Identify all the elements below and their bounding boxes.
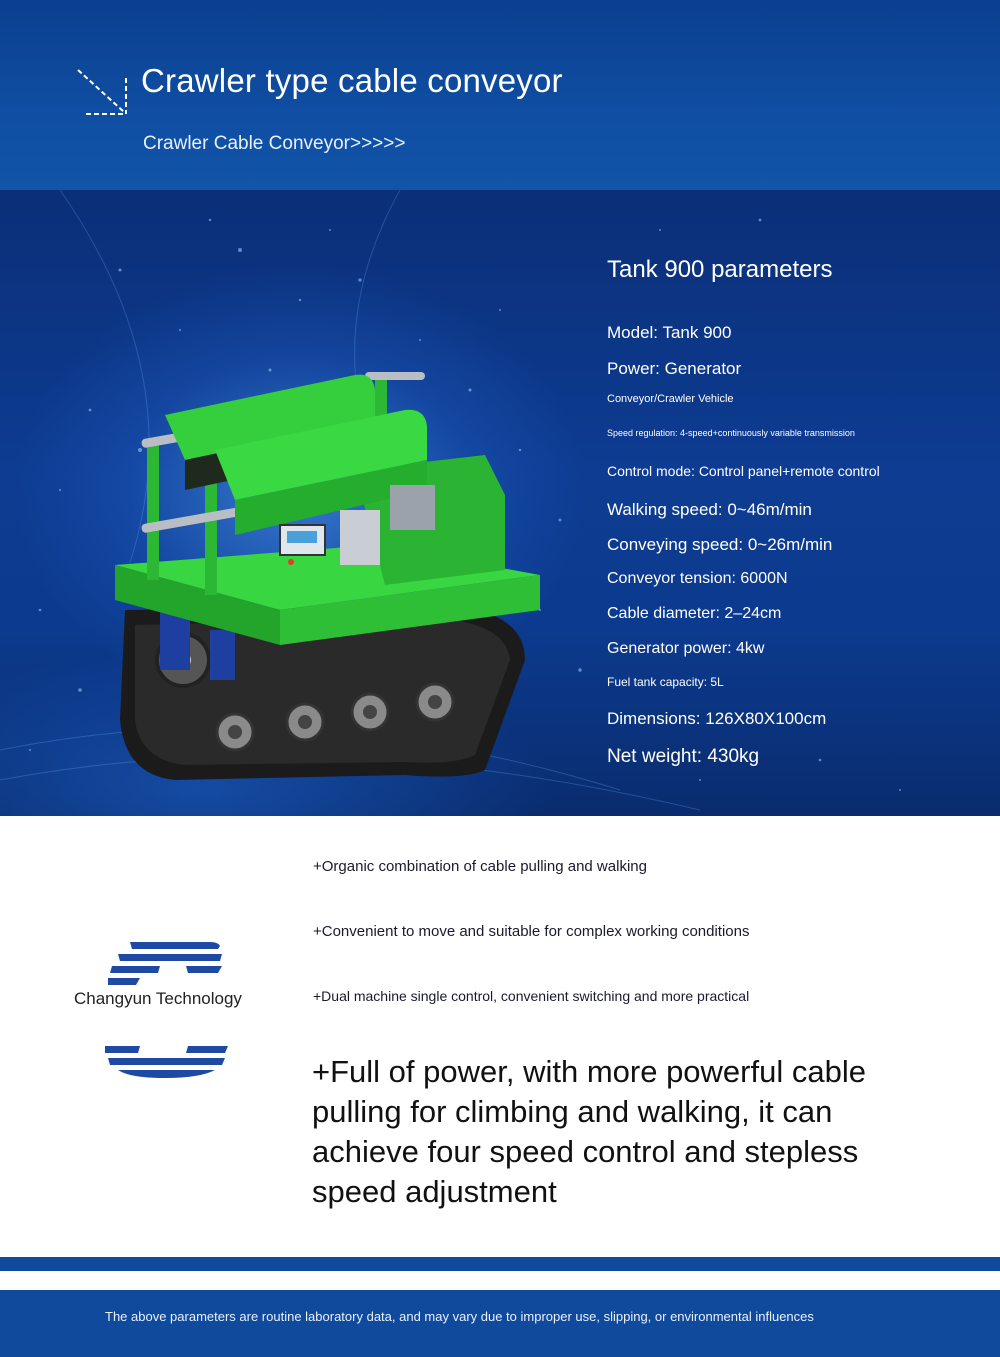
- params-title: Tank 900 parameters: [607, 256, 833, 283]
- param-speed-regulation: Speed regulation: 4-speed+continuously variable transmission: [607, 428, 855, 438]
- param-net-weight: Net weight: 430kg: [607, 746, 760, 767]
- feature-item: +Dual machine single control, convenient switching and more practical: [313, 988, 750, 1004]
- highlight-text: +Full of power, with more powerful cable pulling for climbing and walking, it can achieve four speed control and stepless speed adjustment: [312, 1054, 866, 1209]
- page-header: [0, 0, 1000, 191]
- footer: [0, 1290, 1000, 1357]
- features-section: [0, 816, 1000, 1256]
- page-title: Crawler type cable conveyor: [141, 62, 563, 99]
- footer-stripe: [0, 1257, 1000, 1271]
- param-fuel-tank: Fuel tank capacity: 5L: [607, 675, 724, 689]
- param-control-mode: Control mode: Control panel+remote control: [607, 463, 880, 479]
- param-dimensions: Dimensions: 126X80X100cm: [607, 709, 827, 728]
- diagonal-arrow-icon: [76, 68, 130, 118]
- params-list: [607, 190, 987, 790]
- param-generator-power: Generator power: 4kw: [607, 640, 765, 657]
- feature-item: +Organic combination of cable pulling and walking: [313, 858, 647, 875]
- param-power: Power: Generator: [607, 359, 742, 378]
- param-conveyor-tension: Conveyor tension: 6000N: [607, 570, 788, 587]
- param-type: Conveyor/Crawler Vehicle: [607, 393, 734, 405]
- param-walking-speed: Walking speed: 0~46m/min: [607, 500, 812, 519]
- feature-item: +Convenient to move and suitable for complex working conditions: [313, 923, 750, 940]
- page-subtitle: Crawler Cable Conveyor>>>>>: [143, 133, 406, 154]
- param-model: Model: Tank 900: [607, 323, 732, 342]
- product-hero: [0, 190, 1000, 816]
- brand-name: Changyun Technology: [74, 989, 242, 1008]
- crawler-cable-conveyor-image: [105, 360, 545, 780]
- footer-disclaimer: The above parameters are routine laboratory data, and may vary due to improper use, slipping, or environmental influences: [105, 1309, 814, 1324]
- param-cable-diameter: Cable diameter: 2–24cm: [607, 605, 782, 622]
- param-conveying-speed: Conveying speed: 0~26m/min: [607, 535, 833, 554]
